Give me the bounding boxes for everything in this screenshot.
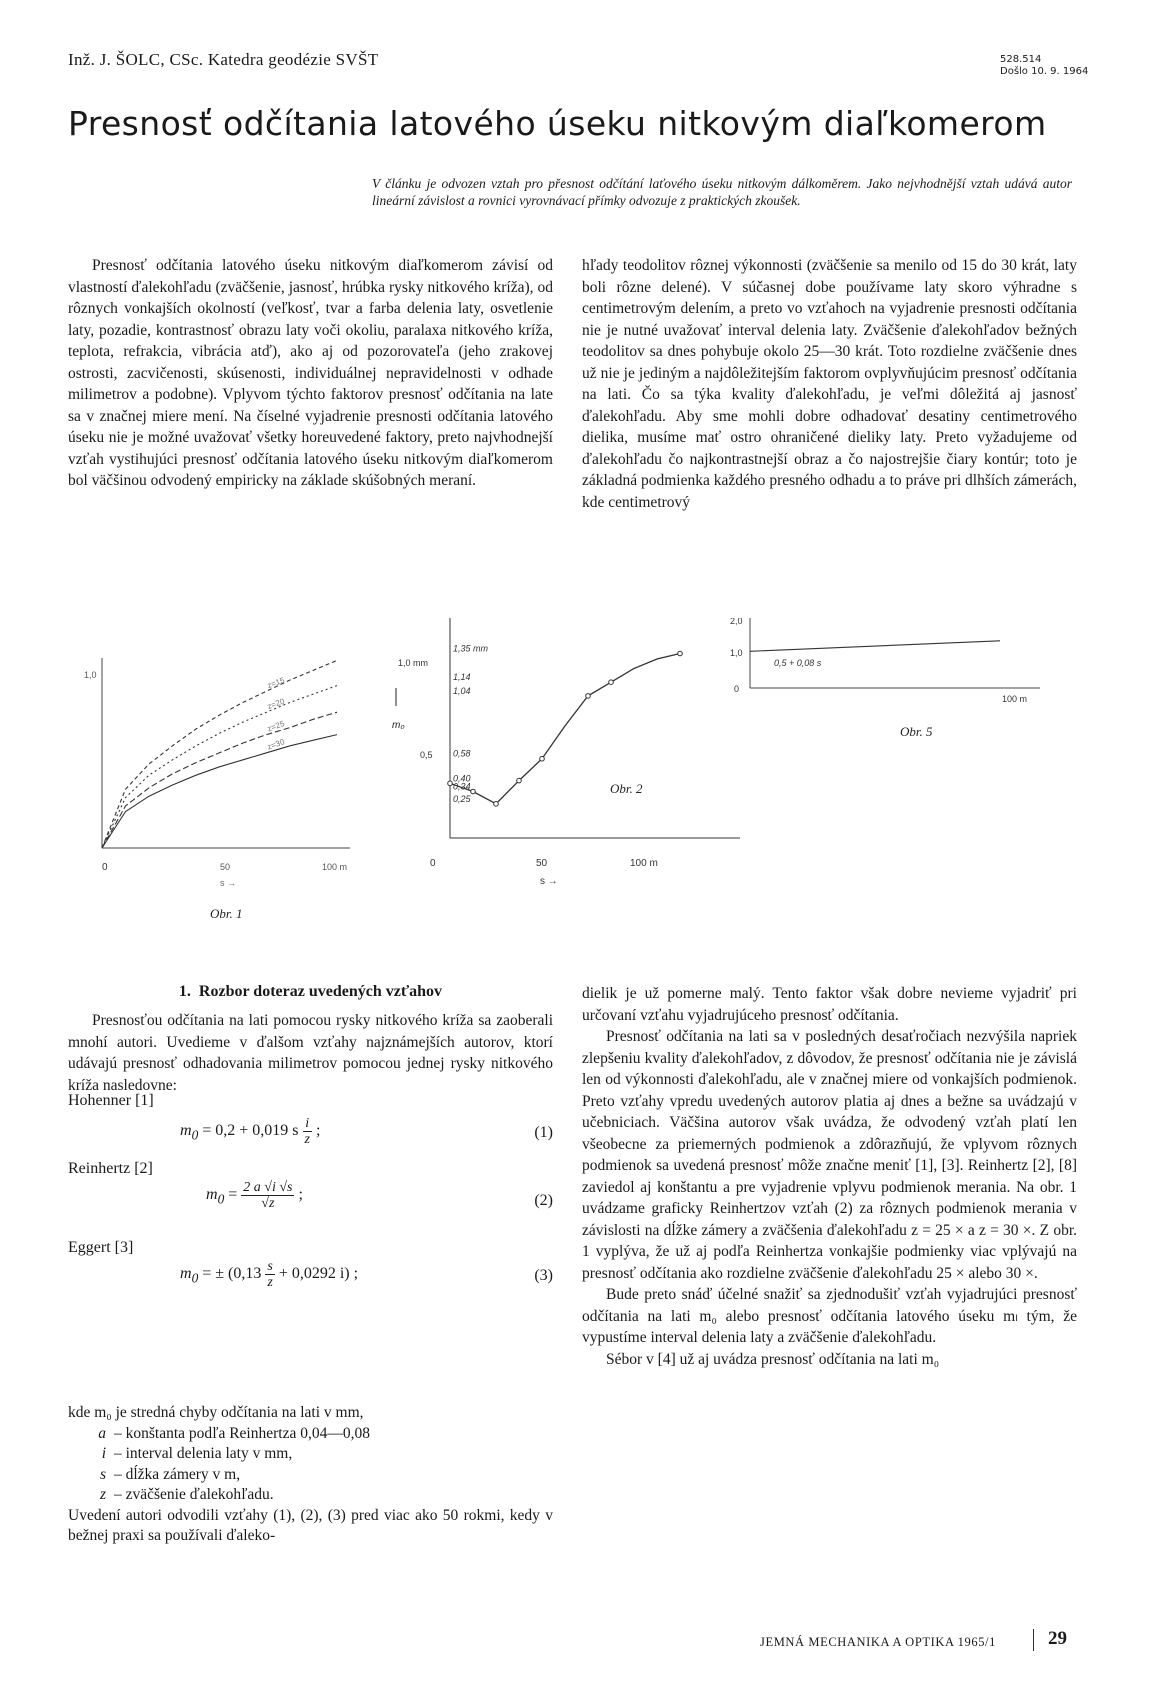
fig2-y-unit: 1,0 mm xyxy=(398,658,429,668)
fig2-x-label: s → xyxy=(540,876,558,887)
section-heading xyxy=(68,983,553,1001)
fig1-x-tick-50: 50 xyxy=(220,862,231,872)
curve-label: z=20 xyxy=(266,696,286,712)
right-paragraph-2: Presnosť odčítania na lati sa v posledných desaťročiach nezvýšila napriek zlepšeniu kvality ďalekohľadov, z dôvodov, že presnosť odčítania nie je závislá len od výkonnosti ďalekohľadu, ale v značnej miere od vonkajších podmienok. Preto vzťahy vpredu uvedených autorov platia aj dnes a bežne sa uvádzajú v učebniciach. Väčšina autorov však uvádza, že odvodený vzťah platí len všeobecne za priemerných podmienok a zdôrazňujú, že vplyvom rôznych podmienok sa uvedená presnosť môže značne meniť [1], [3]. Reinhertz [2], [8] zaviedol aj konštantu a pre vyjadrenie vplyvu podmienok merania. Na obr. 1 uvádzame graficky Reinhertzov vzťah (2) za rôznych podmienok merania v závislosti na dĺžke zámery a zväčšenia ďalekohľadu z = 25 × a z = 30 ×. Z obr. 1 vyplýva, že už aj podľa Reinhertza vonkajšie podmienky viac vplývajú na presnosť odčítania ako rozdielne zväčšenie ďalekohľadu 25 × alebo 30 ×. xyxy=(582,1028,1077,1282)
fig2-point-label: 0,25 xyxy=(453,793,471,804)
journal-name: JEMNÁ MECHANIKA A OPTIKA 1965/1 xyxy=(760,1635,996,1649)
section-title: Rozbor doteraz uvedených vzťahov xyxy=(198,983,443,1000)
curve-label: z=25 xyxy=(266,719,286,734)
series-line-3 xyxy=(102,712,337,848)
curve-label: z=15 xyxy=(266,675,286,691)
figures-panel xyxy=(60,618,1100,953)
legend-item-i: i – interval delenia laty v mm, xyxy=(101,1445,293,1462)
data-point xyxy=(517,778,522,783)
fig2-x-tick-50: 50 xyxy=(536,858,548,869)
data-point xyxy=(540,756,545,761)
fig2-point-label: 1,04 xyxy=(453,685,471,696)
data-point xyxy=(678,651,683,656)
series-line-1 xyxy=(102,660,337,848)
fig5-y-tick-1: 1,0 xyxy=(730,648,743,658)
fig5-y-tick-2: 2,0 xyxy=(730,618,743,626)
intro-left-column xyxy=(68,255,553,492)
fig2-x-tick-100: 100 m xyxy=(630,858,658,869)
udc-block xyxy=(1000,54,1088,78)
legend-item-z: z – zväčšenie ďalekohľadu. xyxy=(99,1486,274,1503)
intro-right-column xyxy=(582,255,1077,513)
fig5-y-tick-0: 0 xyxy=(734,684,740,694)
fig2-x-tick-0: 0 xyxy=(430,858,436,869)
right-paragraph-1: dielik je už pomerne malý. Tento faktor však dobre nevieme vyjadriť pri určovaní vzťahu vyjadrujúceho presnosť odčítania. xyxy=(582,985,1077,1024)
equation-1-formula: $m_0 = 0,2 + 0,019$ s $\frac{i}{z}$ ; xyxy=(180,1116,321,1147)
fig1-x-tick-100: 100 m xyxy=(322,862,348,872)
abstract: V článku je odvozen vztah pro přesnost odčítání laťového úseku nitkovým dálkoměrem. Jako nejvhodnější vztah udává autor lineární závislost a rovnici vyrovnávací přímky odvozuje z praktických zkoušek. xyxy=(372,176,1072,208)
equation-1-author: Hohenner [1] xyxy=(68,1092,154,1109)
equation-2-author: Reinhertz [2] xyxy=(68,1160,153,1177)
fig1-x-tick-0: 0 xyxy=(102,862,108,873)
right-paragraph-4: Sébor v [4] už aj uvádza presnosť odčítania na lati m₀ xyxy=(606,1350,940,1368)
udc-code: 528.514 xyxy=(1000,54,1042,65)
intro-paragraph-right: hľady teodolitov rôznej výkonnosti (zväčšenie sa menilo od 15 do 30 krát, laty boli rôzne delené). V súčasnej dobe používame laty skoro výhradne s centimetrovým delením, a preto vo vzťahoch na vyjadrenie presnosti odčítania nie je nutné uvažovať interval delenia laty. Zväčšenie ďalekohľadov bežných teodolitov sa dnes pohybuje okolo 25—30 krát. Toto rozdielne zväčšenie dnes už nie je jediným a najdôležitejším faktorom ovplyvňujúcim presnosť odčítania na lati. Čo sa týka kvality ďalekohľadu, je veľmi dôležitá aj jasnosť ďalekohľadu. Aby sme mohli dobre odhadovať desatiny centimetrového dielika, musíme mať ostro ohraničené dieliky laty. Preto vyžadujeme od ďalekohľadu čo najkontrastnejší obraz a čo najostrejšie čiary kontúr; toto je základná podmienka každého presného odhadu a to práve pri dlhších zámerách, kde centimetrový xyxy=(582,257,1077,511)
received-date: Došlo 10. 9. 1964 xyxy=(1000,66,1089,77)
fig1-x-label: s → xyxy=(220,878,237,888)
fig2-point-label: 1,35 mm xyxy=(453,643,489,654)
fig2-plot xyxy=(448,651,683,806)
footer-divider xyxy=(1033,1629,1034,1651)
fig5-plot xyxy=(750,641,1000,652)
equation-2-formula: $m_0$ = $\frac{2 a √i √s}{√z}$ ; xyxy=(206,1180,303,1211)
fig1-curves xyxy=(102,660,337,848)
fig2-point-labels xyxy=(453,644,489,804)
equation-3-author: Eggert [3] xyxy=(68,1239,134,1256)
legend-item-a: a – konštanta podľa Reinhertza 0,04—0,08 xyxy=(98,1424,370,1442)
fig2-y-tick: 0,5 xyxy=(420,750,433,760)
data-point xyxy=(471,789,476,794)
equation-2-number: (2) xyxy=(534,1192,553,1209)
legend-item-s: s – dĺžka zámery v m, xyxy=(99,1465,241,1483)
series-line-1 xyxy=(450,654,680,804)
section-intro: Presnosťou odčítania na lati pomocou rysky nitkového kríža sa zaoberali mnohí autori. Uvedieme v ďalšom vzťahy najznámejších autorov, ktorí udávajú presnosť odhadovania milimetrov pomocou jednej rysky nitkového kríža nasledovne: xyxy=(68,1012,553,1094)
article-title: Presnosť odčítania latového úseku nitkovým diaľkomerom xyxy=(68,104,1047,143)
fig2-point-label: 0,58 xyxy=(453,748,471,759)
equation-3 xyxy=(68,1235,553,1299)
equation-1-number: (1) xyxy=(534,1124,553,1141)
fig2-caption: Obr. 2 xyxy=(610,781,643,796)
page-number: 29 xyxy=(1048,1628,1067,1649)
fig5-x-tick: 100 m xyxy=(1002,694,1028,704)
equation-2 xyxy=(68,1152,553,1220)
equation-3-formula: $m_0$ = ± (0,13 $\frac{s}{z}$ + 0,0292 i) ; xyxy=(180,1259,359,1290)
data-point xyxy=(448,781,453,786)
fig2-point-label: 1,14 xyxy=(453,672,471,683)
equation-1 xyxy=(68,1092,553,1152)
fig5-caption: Obr. 5 xyxy=(900,724,933,739)
figure-1 xyxy=(84,658,350,921)
data-point xyxy=(609,680,614,685)
data-point xyxy=(494,802,499,807)
fig5-equation: 0,5 + 0,08 s xyxy=(774,658,822,668)
fig2-point-label: 0,40 xyxy=(453,773,471,784)
section-number: 1. xyxy=(178,983,191,1000)
figure-2 xyxy=(392,618,740,887)
series-line-1 xyxy=(750,641,1000,652)
fig1-y-tick: 1,0 xyxy=(84,670,97,680)
right-column-bottom xyxy=(582,983,1077,1370)
intro-paragraph-left: Presnosť odčítania latového úseku nitkovým diaľkomerom závisí od vlastností ďalekohľadu (zväčšenie, jasnosť, hrúbka rysky nitkového kríža), od rôznych vonkajších okolností (veľkosť, tvar a farba delenia laty, osvetlenie laty, pozadie, kontrastnosť obrazu laty voči okoliu, paralaxa nitkového kríža, teplota, refrakcia, vibrácia atď), ako aj od pozorovateľa (jeho zrakovej ostrosti, zacvičenosti, skúsenosti, individuálnej nepravidelnosti v odhade milimetrov a podobne). Vplyvom týchto faktorov presnosť odčítania na late sa v značnej miere mení. Na číselné vyjadrenie presnosti odčítania latového úseku nie je možné uvažovať všetky horeuvedené faktory, preto najvhodnejší vzťah vystihujúci presnosť odčítania latového úseku nitkovým diaľkomerom bol väčšinou odvodený empiricky na základe skúšobných meraní. xyxy=(68,257,553,489)
series-line-4 xyxy=(102,735,337,848)
figure-5 xyxy=(730,618,1040,739)
author-line: Inž. J. ŠOLC, CSc. Katedra geodézie SVŠT xyxy=(68,50,379,69)
variable-legend xyxy=(68,1403,553,1547)
legend-intro: kde m₀ je stredná chyby odčítania na lati v mm, xyxy=(68,1404,364,1421)
data-point xyxy=(586,694,591,699)
equation-3-number: (3) xyxy=(534,1267,553,1284)
fig1-caption: Obr. 1 xyxy=(210,906,243,921)
legend-outro: Uvedení autori odvodili vzťahy (1), (2), (3) pred viac ako 50 rokmi, kedy v bežnej praxi sa používali ďaleko- xyxy=(68,1506,553,1544)
right-paragraph-3: Bude preto snáď účelné snažiť sa zjednodušiť vzťah vyjadrujúci presnosť odčítania na lati m₀ alebo presnosť odčítania latového úseku mₗ tým, že vypustíme interval delenia laty a zväčšenie ďalekohľadu. xyxy=(582,1286,1077,1346)
fig2-point-label: 0,34 xyxy=(453,781,471,792)
fig2-y-axis-label: m₀ xyxy=(392,720,405,731)
curve-label: z=30 xyxy=(266,737,286,752)
